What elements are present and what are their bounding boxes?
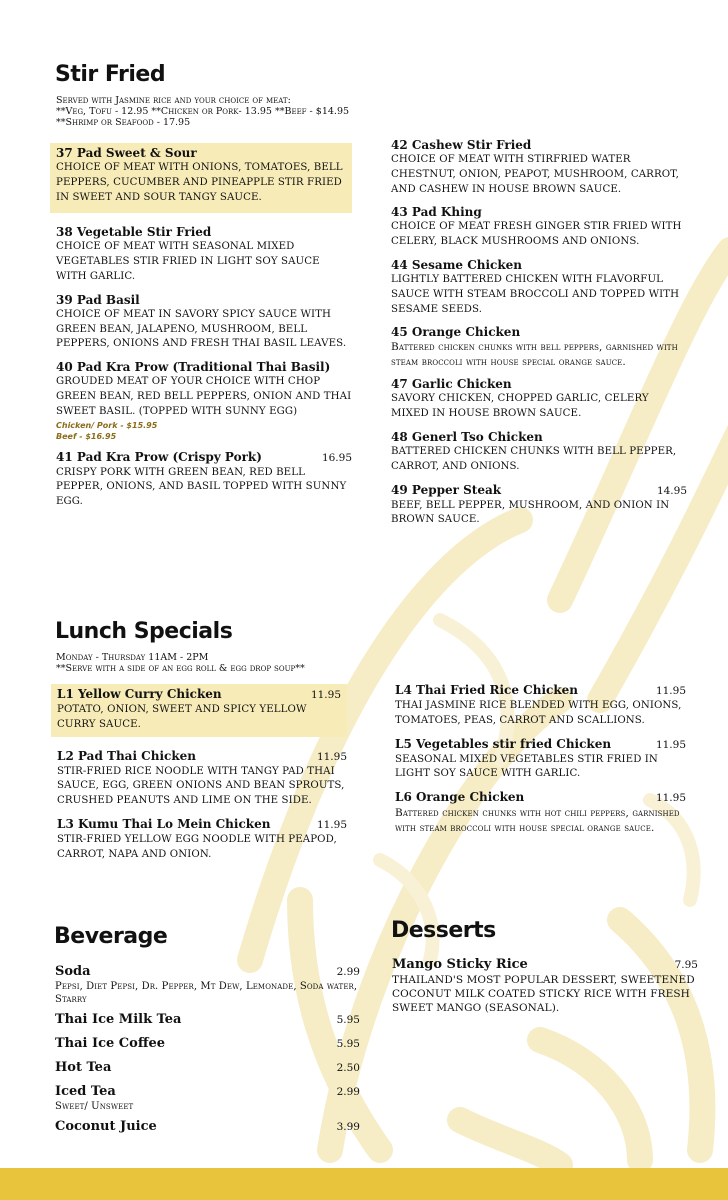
item-price: 11.95 [316, 818, 347, 831]
beverage-item [55, 1036, 360, 1052]
item-name: Iced Tea [55, 1084, 116, 1099]
item-description: SAVORY CHICKEN, CHOPPED GARLIC, CELERY MIXED IN HOUSE BROWN SAUCE. [391, 393, 649, 420]
item-name: Thai Ice Milk Tea [55, 1012, 182, 1027]
stir-fried-sub-line-1: Served with Jasmine rice and your choice of meat: [56, 95, 291, 106]
dessert-item [392, 957, 698, 1015]
item-price-note: Chicken/ Pork - $15.95 [56, 420, 158, 430]
item-name: L2 Pad Thai Chicken [57, 748, 196, 763]
menu-item [395, 790, 686, 835]
item-price-note: Beef - $16.95 [56, 431, 117, 441]
lunch-left-column [57, 684, 347, 871]
item-price: 5.95 [336, 1038, 360, 1050]
item-name: L3 Kumu Thai Lo Mein Chicken [57, 816, 271, 831]
item-name: 42 Cashew Stir Fried [391, 138, 532, 152]
menu-item [391, 483, 687, 529]
item-description: Battered chicken chunks with hot chili peppers, garnished with steam broccoli with house special orange sauce. [395, 807, 680, 834]
item-price: 14.95 [656, 484, 687, 497]
item-description: BATTERED CHICKEN CHUNKS WITH BELL PEPPER, CARROT, AND ONIONS. [391, 445, 677, 472]
item-name: L1 Yellow Curry Chicken [57, 687, 222, 701]
item-name: 49 Pepper Steak [391, 482, 502, 497]
beverage-item [55, 964, 360, 1006]
item-name: 41 Pad Kra Prow (Crispy Pork) [56, 449, 262, 464]
stir-fried-left-column [56, 143, 352, 518]
menu-item [51, 684, 347, 737]
item-name: 45 Orange Chicken [391, 325, 521, 340]
beverage-list [55, 964, 360, 1141]
menu-item [391, 430, 687, 475]
desserts-list [392, 957, 698, 1021]
item-name: Mango Sticky Rice [392, 957, 528, 972]
item-price: 2.99 [336, 1086, 360, 1098]
lunch-sub-line-2: **Serve with a side of an egg roll & egg drop soup** [56, 663, 305, 674]
beverage-item [55, 1119, 360, 1135]
lunch-specials-title: Lunch Specials [55, 619, 233, 644]
menu-item [395, 737, 686, 783]
item-name: 39 Pad Basil [56, 292, 140, 307]
item-description: CHOICE OF MEAT WITH SEASONAL MIXED VEGETABLES STIR FRIED IN LIGHT SOY SAUCE WITH GARLIC. [56, 241, 320, 282]
item-name: 48 Generl Tso Chicken [391, 429, 543, 444]
item-name: Thai Ice Coffee [55, 1036, 166, 1051]
stir-fried-right-column [391, 138, 687, 536]
desserts-title: Desserts [391, 918, 496, 943]
beverage-item [55, 1012, 360, 1028]
item-name: 43 Pad Khing [391, 205, 482, 220]
item-name: Soda [55, 964, 91, 979]
beverage-item [55, 1084, 360, 1113]
item-description: LIGHTLY BATTERED CHICKEN WITH FLAVORFUL SAUCE WITH STEAM BROCCOLI AND TOPPED WITH SESAME SEEDS. [391, 273, 680, 315]
item-price: 7.95 [674, 959, 698, 971]
beverage-title: Beverage [54, 924, 168, 949]
stir-fried-sub-line-3: **Shrimp or Seafood - 17.95 [56, 117, 191, 128]
menu-item [391, 138, 687, 197]
item-price: 2.50 [336, 1062, 360, 1074]
item-description: Sweet/ Unsweet [55, 1101, 134, 1112]
item-price: 16.95 [321, 451, 352, 464]
item-name: Hot Tea [55, 1060, 112, 1075]
menu-item [56, 450, 352, 510]
stir-fried-sub-line-2: **Veg, Tofu - 12.95 **Chicken or Pork- 13.95 **Beef - $14.95 [56, 106, 350, 117]
item-description: Battered chicken chunks with bell peppers, garnished with steam broccoli with house special orange sauce. [391, 341, 678, 368]
beverage-item [55, 1060, 360, 1076]
lunch-specials-subtitle [56, 652, 305, 674]
item-description: CHOICE OF MEAT WITH ONIONS, TOMATOES, BELL PEPPERS, CUCUMBER AND PINEAPPLE STIR FRIED IN SWEET AND SOUR TANGY SAUCE. [56, 162, 343, 203]
item-price: 2.99 [336, 966, 360, 978]
item-name: Coconut Juice [55, 1119, 157, 1134]
item-price: 3.99 [336, 1121, 360, 1133]
menu-item [391, 258, 687, 317]
item-description: THAI JASMINE RICE BLENDED WITH EGG, ONIONS, TOMATOES, PEAS, CARROT AND SCALLIONS. [395, 700, 682, 726]
item-name: 44 Sesame Chicken [391, 257, 523, 272]
menu-item [395, 683, 686, 729]
lunch-sub-line-1: Monday - Thursday 11AM - 2PM [56, 652, 209, 663]
menu-item [391, 205, 687, 250]
item-price: 11.95 [655, 792, 686, 805]
menu-item [56, 360, 352, 441]
item-description: POTATO, ONION, SWEET AND SPICY YELLOW CURRY SAUCE. [57, 704, 307, 730]
item-name: L5 Vegetables stir fried Chicken [395, 736, 612, 751]
item-price: 5.95 [336, 1014, 360, 1026]
item-name: 40 Pad Kra Prow (Traditional Thai Basil) [56, 360, 331, 375]
menu-item [391, 325, 687, 369]
menu-item [56, 225, 352, 284]
item-description: CRISPY PORK WITH GREEN BEAN, RED BELL PEPPER, ONIONS, AND BASIL TOPPED WITH SUNNY EGG. [56, 466, 347, 508]
item-name: 47 Garlic Chicken [391, 377, 512, 392]
item-description: BEEF, BELL PEPPER, MUSHROOM, AND ONION IN BROWN SAUCE. [391, 499, 670, 526]
item-description: GROUDED MEAT OF YOUR CHOICE WITH CHOP GREEN BEAN, RED BELL PEPPERS, ONION AND THAI SWEET BASIL. (TOPPED WITH SUNNY EGG) [56, 376, 352, 417]
lunch-right-column [395, 683, 686, 843]
item-description: Pepsi, Diet Pepsi, Dr. Pepper, Mt Dew, Lemonade, Soda water, Starry [55, 981, 358, 1005]
stir-fried-subtitle [56, 95, 349, 128]
menu-item [57, 749, 347, 809]
item-price: 11.95 [316, 750, 347, 763]
menu-item [57, 817, 347, 863]
item-description: CHOICE OF MEAT IN SAVORY SPICY SAUCE WITH GREEN BEAN, JALAPENO, MUSHROOM, BELL PEPPERS, ONIONS AND FRESH THAI BASIL LEAVES. [56, 308, 347, 350]
menu-item [391, 377, 687, 422]
menu-item [56, 293, 352, 352]
item-name: L6 Orange Chicken [395, 790, 525, 805]
item-name: 37 Pad Sweet & Sour [56, 146, 197, 160]
item-description: CHOICE OF MEAT WITH STIRFRIED WATER CHESTNUT, ONION, PEAPOT, MUSHROOM, CARROT, AND CASHEW IN HOUSE BROWN SAUCE. [391, 154, 679, 195]
item-price: 11.95 [655, 685, 686, 697]
item-price: 11.95 [310, 689, 341, 701]
menu-item [50, 143, 352, 213]
item-description: STIR-FRIED YELLOW EGG NOODLE WITH PEAPOD, CARROT, NAPA AND ONION. [57, 833, 337, 860]
item-name: L4 Thai Fried Rice Chicken [395, 683, 578, 697]
item-name: 38 Vegetable Stir Fried [56, 225, 212, 240]
item-description: STIR-FRIED RICE NOODLE WITH TANGY PAD THAI SAUCE, EGG, GREEN ONIONS AND BEAN SPROUTS, CRUSHED PEANUTS AND LIME ON THE SIDE. [57, 765, 345, 807]
item-description: SEASONAL MIXED VEGETABLES STIR FRIED IN LIGHT SOY SAUCE WITH GARLIC. [395, 753, 658, 780]
item-description: CHOICE OF MEAT FRESH GINGER STIR FRIED WITH CELERY, BLACK MUSHROOMS AND ONIONS. [391, 221, 682, 248]
item-description: THAILAND'S MOST POPULAR DESSERT, SWEETENED COCONUT MILK COATED STICKY RICE WITH FRESH SWEET MANGO (SEASONAL). [392, 974, 695, 1014]
stir-fried-title: Stir Fried [55, 62, 166, 87]
item-price: 11.95 [655, 738, 686, 751]
